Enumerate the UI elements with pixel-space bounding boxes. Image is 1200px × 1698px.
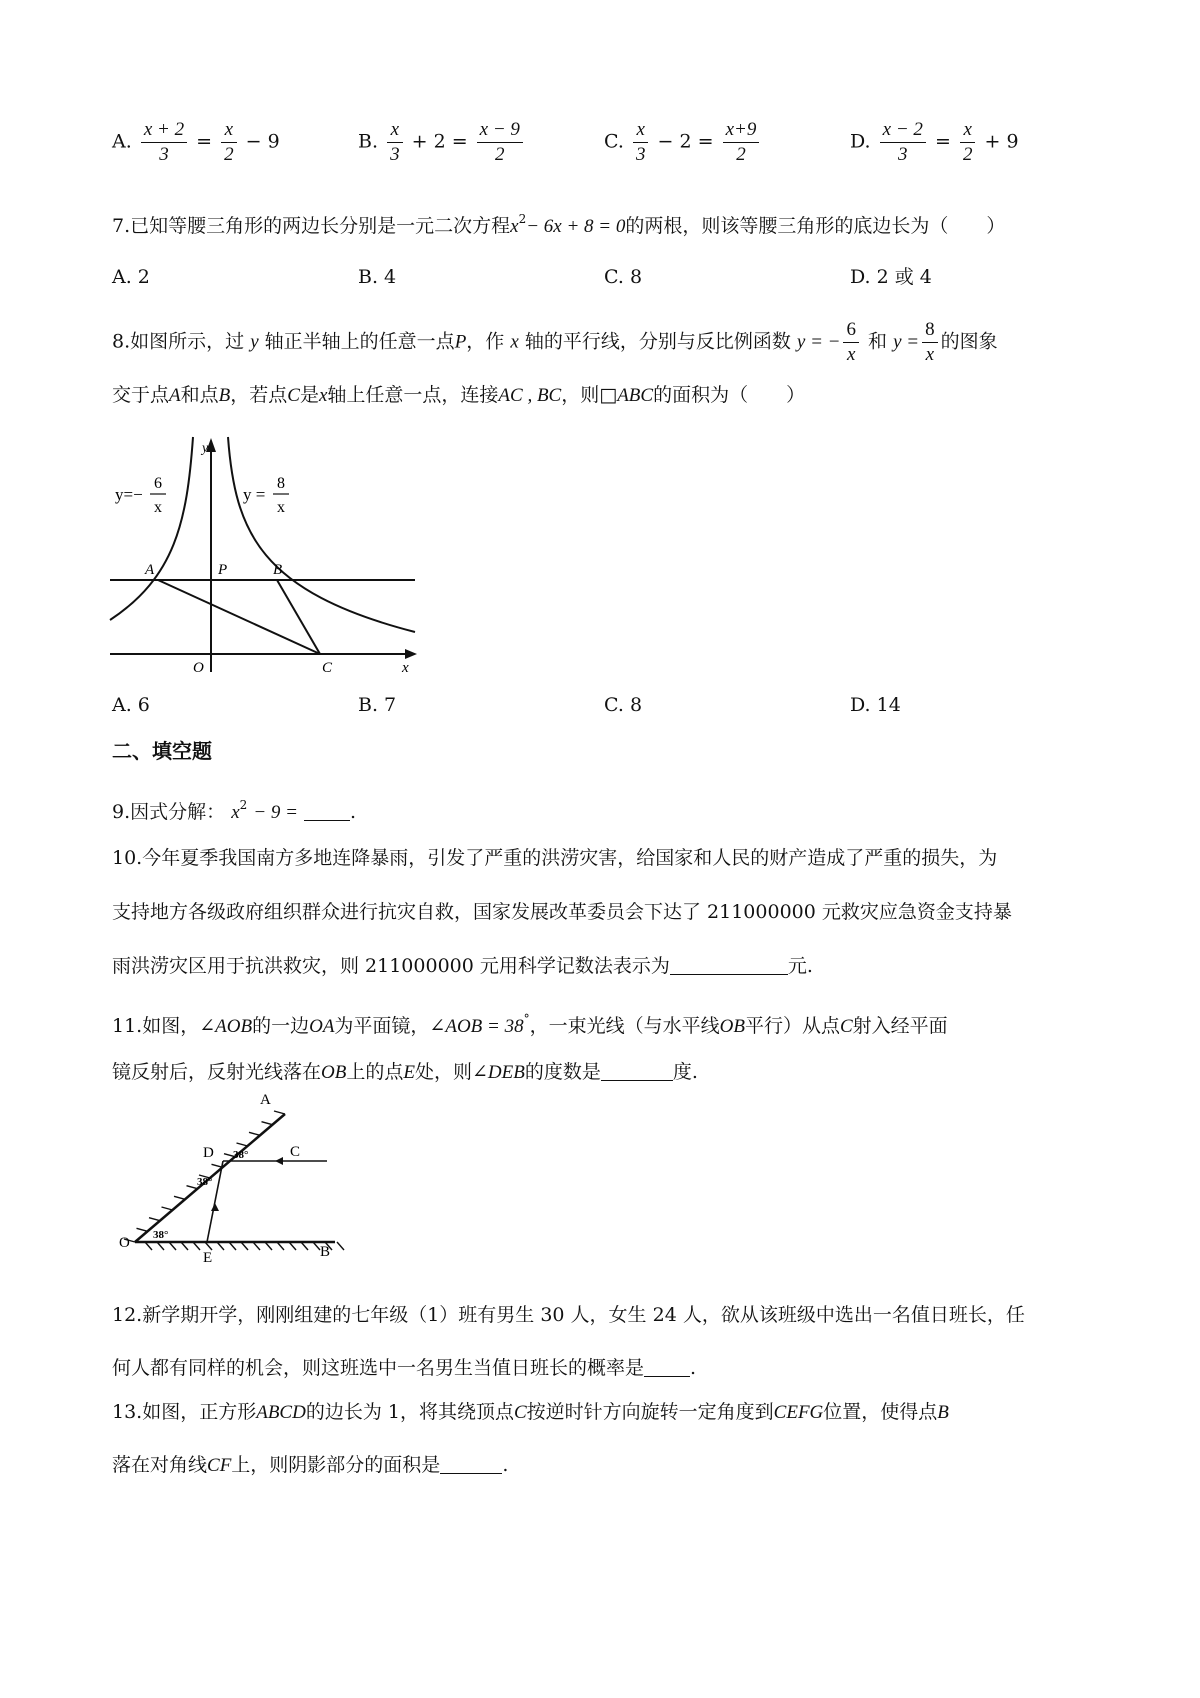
answer-blank[interactable] [644,1356,690,1377]
option-label: C. [604,130,624,153]
answer-blank[interactable] [670,954,788,975]
degree-sign: ° [523,1012,530,1026]
option-label: D. [850,130,871,153]
x-axis-label: x [402,660,409,672]
fraction [843,318,859,367]
segment-label: OB [719,1016,745,1037]
variable: x [318,385,328,406]
point-a-label: A [260,1092,271,1108]
q11-figure [115,1090,355,1270]
q8-text: 和 [868,330,888,353]
q13-text: 的边长为 1，将其绕顶点 [305,1401,514,1423]
numerator: 6 [843,318,859,343]
denominator: x [925,344,935,365]
angle-label-2: 38° [197,1176,213,1188]
numerator: x [960,118,976,143]
hatch-mark [212,1164,223,1167]
q13-line1 [112,1397,949,1428]
q7-text: 的两根，则该等腰三角形的底边长为（ ） [625,215,1006,237]
q11-line1 [112,1004,948,1042]
hatch-mark [274,1111,285,1114]
answer-blank[interactable] [440,1453,502,1474]
curve-y-8-over-x [228,437,415,632]
label-right-denominator: x [277,499,285,516]
segments: AC , BC [498,385,562,406]
q7-option-d: D. 2 或 4 [850,266,932,288]
label-left-denominator: x [154,499,162,516]
point-label: B [218,385,231,406]
option-label: B. [358,130,379,153]
point-b-label: B [320,1244,331,1260]
q6-option-d [850,118,1019,167]
point-label: C [287,385,300,406]
hatch-mark [249,1132,260,1135]
denominator: 2 [962,144,973,165]
q6-option-b [358,118,526,167]
hatch-mark [262,1122,273,1125]
point-label: C [513,1402,527,1423]
q13-line2 [112,1450,508,1481]
q12-line2 [112,1353,696,1383]
q12-line1: 12.新学期开学，刚刚组建的七年级（1）班有男生 30 人，女生 24 人，欲从该班级中选出一名值日班长，任 [112,1304,1025,1326]
fraction [723,118,760,167]
y-axis-label: y [202,441,209,456]
function-lhs: y = − [796,331,841,353]
point-e-label: E [203,1250,213,1266]
denominator: x [847,344,856,365]
point-p-label: P [218,562,228,578]
q9-stem [112,790,356,828]
q7-option-b: B. 4 [358,266,397,288]
numerator: x+9 [723,118,760,143]
point-label: E [403,1062,415,1083]
angle-label-1: 38° [233,1149,249,1161]
angle-equation: AOB = 38 [445,1016,524,1037]
point-label: C [839,1016,853,1037]
q13-text: 位置，使得点 [823,1401,938,1423]
denominator: 3 [898,144,908,165]
point-b-label: B [273,562,283,578]
q11-text: 处，则∠ [414,1061,488,1083]
hatch-mark [237,1143,248,1146]
segment-ac [158,580,320,654]
answer-blank[interactable] [304,800,350,821]
curve-y-neg6-over-x [110,437,193,620]
q13-text: 落在对角线 [112,1454,208,1476]
point-label: A [169,385,181,406]
q8-text: 和点 [180,384,219,406]
q11-text: 射入经平面 [852,1015,948,1037]
q11-line2 [112,1057,698,1088]
hatch-mark [137,1228,148,1231]
q8-text: ，若点 [230,384,288,406]
q9-text: . [350,801,357,823]
denominator: 3 [390,144,400,165]
q11-text: 度. [672,1061,698,1083]
triangle-label: ABC [617,385,654,406]
fraction [477,118,523,167]
segment-label: OB [321,1062,347,1083]
q8-text: 8.如图所示，过 [112,330,245,353]
label-right-numerator: 8 [277,475,285,492]
exponent: 2 [518,212,527,226]
angle-label-3: 38° [153,1229,169,1241]
origin-label: O [193,660,204,672]
q11-text: ，一束光线（与水平线 [529,1015,720,1037]
fraction [387,118,403,167]
hatch-mark [337,1242,344,1250]
numerator: x − 9 [477,118,523,143]
q13-text: 按逆时针方向旋转一定角度到 [526,1401,774,1423]
q11-text: 的度数是 [524,1061,601,1083]
q8-text: 交于点 [112,384,170,406]
fraction [880,118,926,167]
q11-text: 镜反射后，反射光线落在 [112,1061,322,1083]
fraction [221,118,237,167]
numerator: 8 [922,318,938,343]
label-left-numerator: 6 [154,475,162,492]
section-heading: 二、填空题 [112,739,212,763]
q13-text: 上，则阴影部分的面积是 [231,1454,441,1476]
q8-option-a: A. 6 [112,694,150,716]
answer-blank[interactable] [601,1060,673,1081]
q8-text: 轴的平行线，分别与反比例函数 [524,330,791,353]
denominator: 2 [495,144,505,165]
q8-text: 的面积为（ ） [653,384,806,406]
q8-figure [105,432,425,672]
point-c-label: C [290,1144,301,1160]
equals-sign: = [934,130,951,153]
variable: x [510,331,519,353]
denominator: 3 [159,144,169,165]
equation: − 6x + 8 = 0 [526,216,626,237]
fraction [960,118,976,167]
q10-text: 雨洪涝灾区用于抗洪救灾，则 211000000 元用科学记数法表示为 [112,955,670,977]
expression-middle: + 2 = [411,130,468,153]
q10-line2: 支持地方各级政府组织群众进行抗灾自救，国家发展改革委员会下达了 211000000 元救灾应急资金支持暴 [112,901,1012,923]
q10-text: 元. [787,955,813,977]
q8-text: ，作 [466,330,505,353]
q6-option-c [604,118,762,167]
q8-text: ，则 [561,384,600,406]
q11-text: 上的点 [346,1061,404,1083]
q8-stem-line1 [112,318,998,367]
ray-arrow [211,1203,219,1211]
q7-option-c: C. 8 [604,266,643,288]
numerator: x [633,118,649,143]
fraction [633,118,649,167]
exponent: 2 [239,798,248,812]
fraction [141,118,187,167]
equals-sign: = [196,130,213,153]
point-o-label: O [119,1235,130,1251]
segment-label: OA [309,1016,335,1037]
q8-option-d: D. 14 [850,694,901,716]
q13-text: 13.如图，正方形 [112,1401,257,1423]
variable: x [510,216,519,237]
function-lhs: y = [893,331,920,353]
q7-text: 7.已知等腰三角形的两边长分别是一元二次方程 [112,215,511,237]
expression-tail: − 9 [245,130,280,153]
segment-bc [277,580,320,654]
segment-label: CF [207,1455,232,1476]
label-right-function: y = [243,485,266,504]
q11-text: 为平面镜，∠ [334,1015,446,1037]
q8-option-b: B. 7 [358,694,397,716]
point-a-label: A [145,562,155,578]
q12-text: . [690,1357,697,1379]
q9-text: 9.因式分解： [112,801,226,823]
q11-text: 11.如图，∠ [112,1015,216,1037]
expression-middle: − 2 = [657,130,714,153]
missing-glyph: □ [599,384,618,406]
q8-text: 的图象 [940,330,998,353]
point-label: P [454,331,467,353]
square-label: CEFG [773,1402,824,1423]
point-c-label: C [322,660,333,672]
label-left-function: y=− [115,485,143,504]
expression-tail: + 9 [984,130,1019,153]
q8-option-c: C. 8 [604,694,643,716]
q13-text: . [502,1454,509,1476]
numerator: x [387,118,403,143]
angle-label: DEB [487,1062,525,1083]
point-label: B [937,1402,949,1423]
angle-label: AOB [215,1016,253,1037]
q8-text: 是 [299,384,319,406]
q8-text: 轴正半轴上的任意一点 [264,330,455,353]
q10-line3 [112,951,813,981]
variable: y [250,331,259,353]
x-axis-arrow [405,649,417,659]
expression: − 9 = [253,802,298,823]
hatch-mark [162,1207,173,1210]
fraction [922,318,938,367]
q7-stem [112,204,1005,242]
square-label: ABCD [256,1402,306,1423]
q6-option-a [112,118,280,167]
option-label: A. [112,130,132,153]
variable: x [231,802,240,823]
q8-stem-line2 [112,380,805,411]
numerator: x + 2 [141,118,187,143]
q12-text: 何人都有同样的机会，则这班选中一名男生当值日班长的概率是 [112,1357,645,1379]
q11-text: 平行）从点 [744,1015,840,1037]
numerator: x [221,118,237,143]
q7-option-a: A. 2 [112,266,150,288]
denominator: 3 [635,144,646,165]
q10-line1: 10.今年夏季我国南方多地连降暴雨，引发了严重的洪涝灾害，给国家和人民的财产造成了严重的损失，为 [112,847,998,869]
hatch-mark [187,1186,198,1189]
denominator: 2 [736,144,746,165]
q8-text: 轴上任意一点，连接 [327,384,499,406]
q11-text: 的一边 [252,1015,310,1037]
point-d-label: D [203,1145,214,1161]
ray-arrow [275,1157,283,1165]
hatch-mark [149,1218,160,1221]
numerator: x − 2 [880,118,926,143]
denominator: 2 [224,144,234,165]
hatch-mark [174,1196,185,1199]
